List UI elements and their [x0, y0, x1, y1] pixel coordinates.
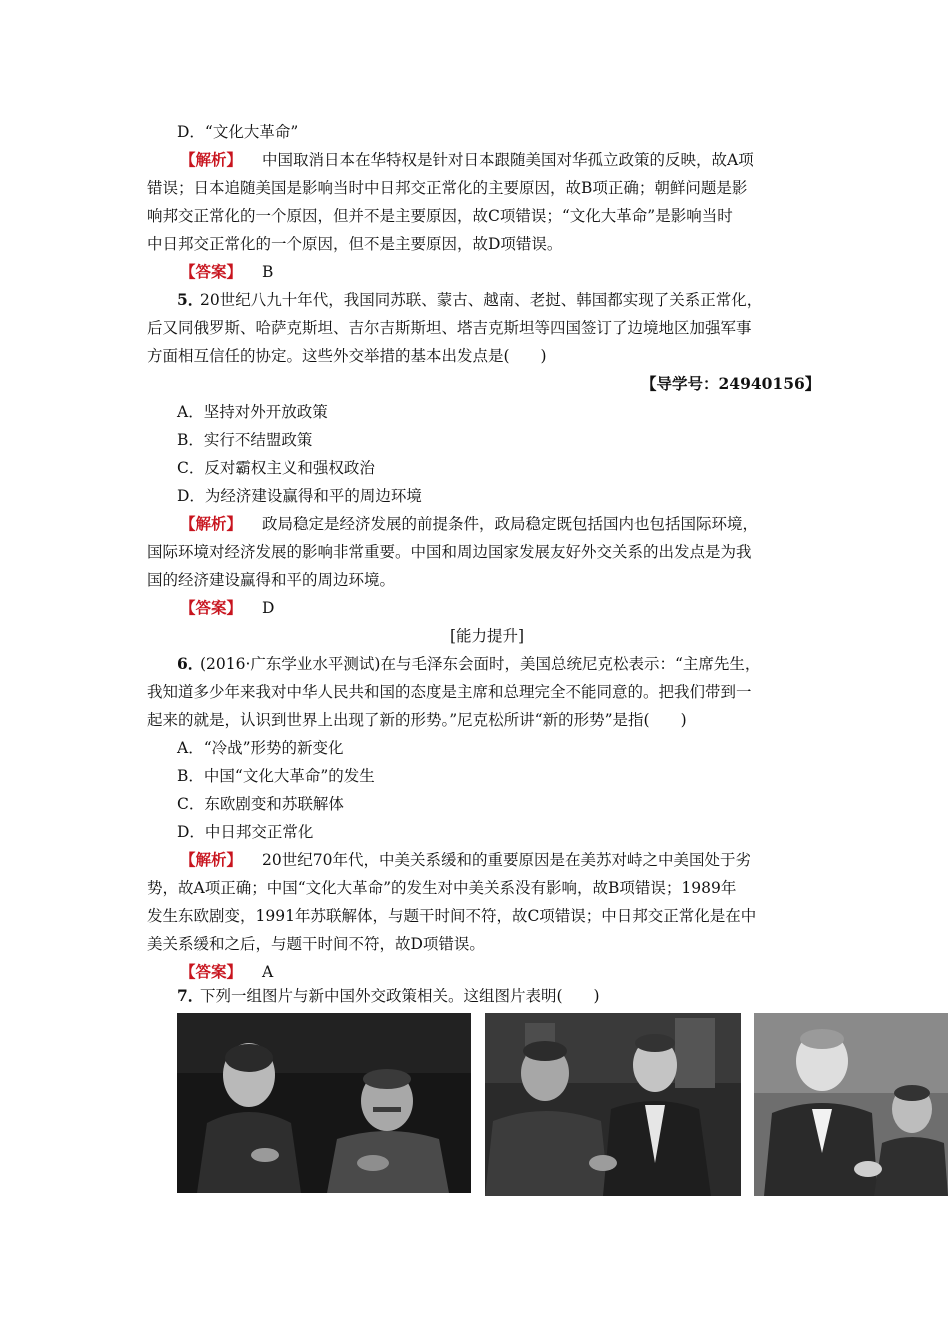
answer-tag: 【答案】 [180, 262, 243, 281]
analysis-tag: 【解析】 [180, 514, 243, 533]
question-number: 6． [177, 654, 204, 673]
analysis-tag: 【解析】 [180, 150, 243, 169]
question-number: 5． [177, 290, 204, 309]
analysis-tag: 【解析】 [180, 850, 243, 869]
photo-leaders-meeting-1 [177, 1013, 471, 1193]
photo-leaders-meeting-3 [754, 1013, 948, 1196]
question-number: 7． [177, 986, 204, 1005]
answer-tag: 【答案】 [180, 962, 243, 981]
photo-leaders-meeting-2 [485, 1013, 741, 1196]
answer-tag: 【答案】 [180, 598, 243, 617]
document-page: D．“文化大革命” 【解析】 中国取消日本在华特权是针对日本跟随美国对华孤立政策的反映，故A项 错误；日本追随美国是影响当时中日邦交正常化的主要原因，故B项正确；朝鲜问题是影 响邦交正常化的一个原因，但并不是主要原因，故C项错误；“文化大革命”是影响当时 中日邦交正常化的一个原因，但不是主要原因，故D项错误。 【答案】 B 5． 20世纪八九十年代，我国同苏联、蒙古、越南、老挝、韩国都实现了关系正常化， 后又同俄罗斯、哈萨克斯坦、吉尔吉斯斯坦、塔吉克斯坦等四国签订了边境地区加强军事 方面相互信任的协定。这些外交举措的基本出发点是( ) 【导学号：24940156】 A．坚持对外开放政策 B．实行不结盟政策 C．反对霸权主义和强权政治 D．为经济建设赢得和平的周边环境 【解析】 政局稳定是经济发展的前提条件，政局稳定既包括国内也包括国际环境， 国际环境对经济发展的影响非常重要。中国和周边国家发展友好外交关系的出发点是为我 国的经济建设赢得和平的周边环境。 【答案】 D [能力提升] 6． (2016·广东学业水平测试)在与毛泽东会面时，美国总统尼克松表示：“主席先生， 我知道多少年来我对中华人民共和国的态度是主席和总理完全不能同意的。把我们带到一 起来的就是，认识到世界上出现了新的形势。”尼克松所讲“新的形势”是指( ) A．“冷战”形势的新变化 B．中国“文化大革命”的发生 C．东欧剧变和苏联解体 D．中日邦交正常化 【解析】 20世纪70年代，中美关系缓和的重要原因是在美苏对峙之中美国处于劣 势，故A项正确；中国“文化大革命”的发生对中美关系没有影响，故B项错误；1989年 发生东欧剧变，1991年苏联解体，与题干时间不符，故C项错误；中日邦交正常化是在中 美关系缓和之后，与题干时间不符，故D项错误。 【答案】 A 7． 下列一组图片与新中国外交政策相关。这组图片表明( ) [0, 0, 950, 1344]
